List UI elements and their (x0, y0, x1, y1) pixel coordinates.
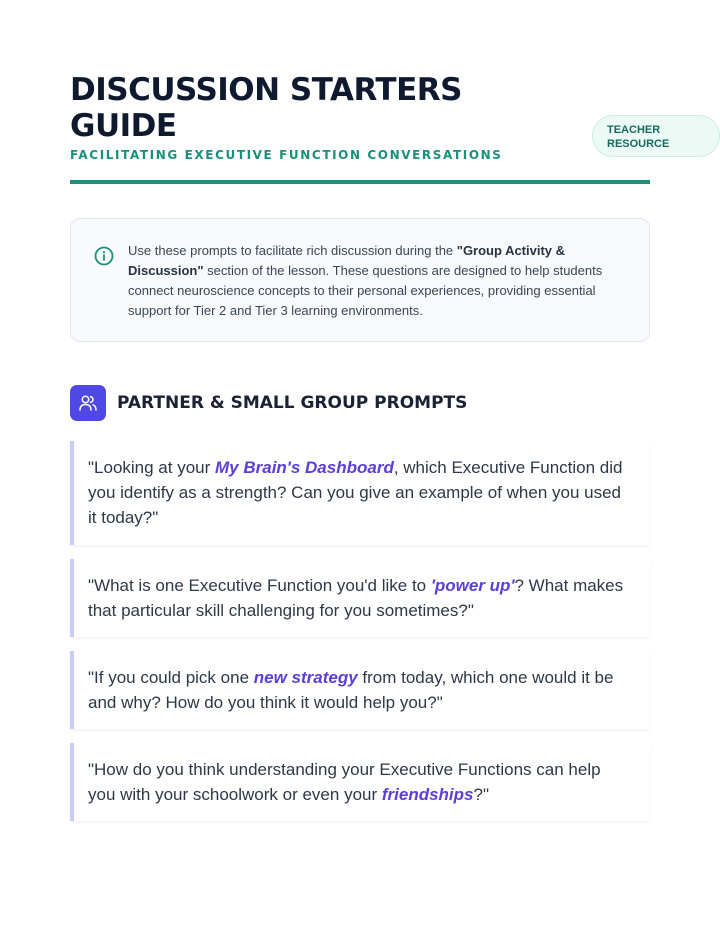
page-title: DISCUSSION STARTERS GUIDE (70, 72, 462, 144)
info-icon (94, 246, 114, 266)
prompt-card (70, 559, 650, 637)
page-subtitle: FACILITATING EXECUTIVE FUNCTION CONVERSATIONS (70, 148, 503, 162)
info-text-bold: "Group Activity & Discussion" (128, 243, 566, 278)
header-divider (70, 180, 650, 184)
prompt-text: from today, which one would it be and why? How do you think it would help you?" (88, 668, 614, 712)
prompt-text: "If you could pick one (88, 668, 254, 687)
prompt-text: ?" (473, 785, 489, 804)
prompt-highlight: My Brain's Dashboard (215, 458, 394, 477)
users-icon (70, 385, 106, 421)
info-text-before: Use these prompts to facilitate rich discussion during the (128, 243, 457, 258)
prompt-text: , which Executive Function did you identify as a strength? Can you give an example of when you used it today?" (88, 458, 623, 527)
header (70, 0, 650, 184)
prompt-text: "Looking at your (88, 458, 216, 477)
section-title: PARTNER & SMALL GROUP PROMPTS (117, 393, 468, 413)
prompt-highlight: new strategy (253, 668, 358, 687)
info-text (128, 241, 619, 321)
section-header (70, 385, 467, 421)
prompt-text: "How do you think understanding your Executive Functions can help you with your schoolwork or even your (88, 760, 601, 804)
info-text-after: section of the lesson. These questions are designed to help students connect neuroscience concepts to their personal experiences, providing essential support for Tier 2 and Tier 3 learning environments. (128, 263, 603, 318)
prompt-card (70, 441, 650, 545)
info-callout (70, 218, 650, 342)
prompt-highlight: friendships (381, 785, 474, 804)
prompt-card (70, 743, 650, 821)
prompt-highlight: 'power up' (430, 576, 515, 595)
teacher-resource-badge: TEACHER RESOURCE (592, 115, 720, 157)
prompt-text: "What is one Executive Function you'd like to (88, 576, 431, 595)
prompt-list (70, 441, 650, 835)
prompt-card (70, 651, 650, 729)
prompt-text: ? What makes that particular skill challenging for you sometimes?" (88, 576, 624, 620)
